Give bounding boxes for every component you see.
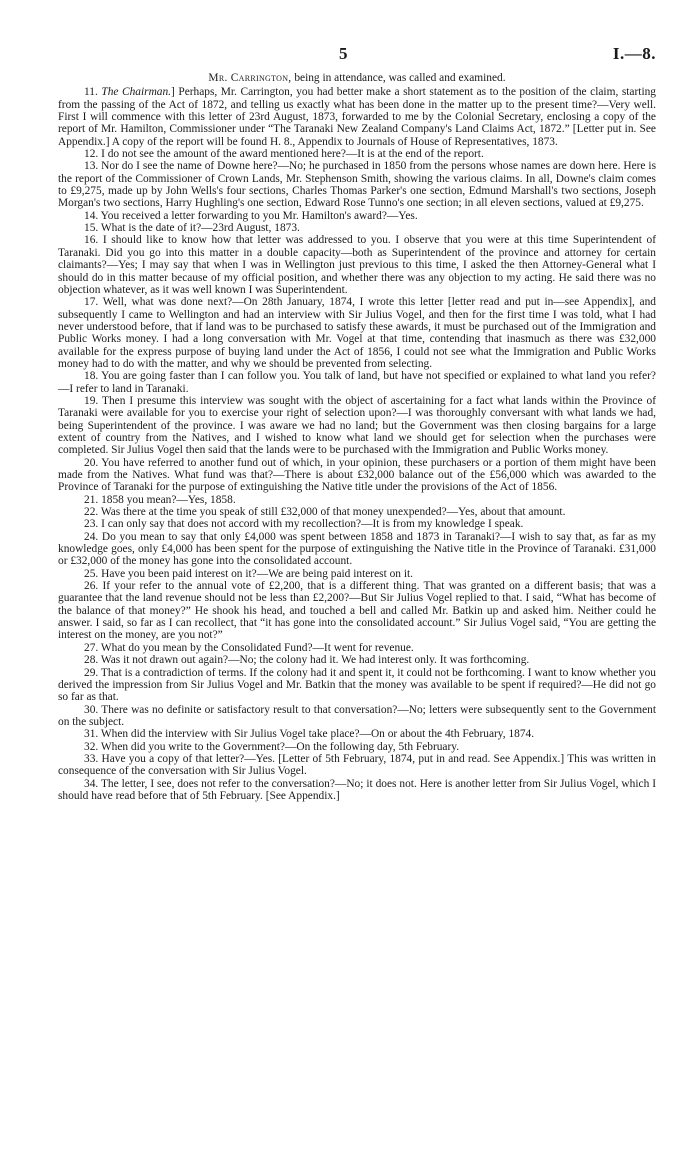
paragraph-text: Was it not drawn out again?—No; the colony had it. We had interest only. It was forthcoming.: [100, 654, 530, 667]
speaker-name: The Chairman.: [101, 86, 172, 99]
page-header: [0, 44, 700, 68]
paragraph-text: Then I presume this interview was sought with the object of ascertaining for a fact what lands within the Province of Taranaki were available for you to exercise your right of selection upon?—I was thoroughly conversant with what lands we had, being Superintendent of the province. I was aware we had no land; but the Government was then closing bargains for a large extent of country from the Natives, and I wished to know what land we should get for selection when the purchases were completed. Sir Julius Vogel then said that the lands were to be purchased with the Immigration and Public Works money.: [58, 394, 656, 457]
question-number: 31.: [84, 728, 101, 741]
witness-intro: [58, 72, 656, 84]
question-number: 21.: [84, 493, 102, 506]
question-number: 25.: [84, 567, 102, 580]
testimony-paragraph: [58, 531, 656, 568]
testimony-paragraph: [58, 494, 656, 506]
question-number: 11.: [84, 86, 102, 99]
testimony-paragraph: [58, 222, 656, 234]
testimony-paragraph: [58, 234, 656, 296]
testimony-paragraph: [58, 778, 656, 803]
testimony-paragraph: [58, 753, 656, 778]
question-number: 30.: [84, 703, 102, 716]
question-number: 13.: [84, 160, 102, 173]
testimony-paragraph: [58, 160, 656, 209]
testimony-paragraph: [58, 568, 656, 580]
page-number: 5: [339, 44, 348, 63]
testimony-paragraph: [58, 506, 656, 518]
testimony-paragraph: [58, 86, 656, 148]
question-number: 18.: [84, 370, 102, 383]
testimony-paragraph: [58, 704, 656, 729]
question-number: 15.: [84, 222, 101, 235]
paragraph-text: 1858 you mean?—Yes, 1858.: [101, 493, 236, 506]
testimony-paragraph: [58, 654, 656, 666]
paragraph-text: ] Perhaps, Mr. Carrington, you had better make a short statement as to the position of the claim, starting from the passing of the Act of 1872, and telling us exactly what has been done in the matter up to the present time?—Very well. First I will commence with this letter of 23rd August, 1873, forwarded to me by the Colonial Secretary, enclosing a copy of the report of Mr. Hamilton, Commissioner under “The Taranaki New Zealand Company's Land Claims Act, 1872.” [Letter put in. See Appendix.] A copy of the report will be found H. 8., Appendix to Journals of House of Representatives, 1873.: [58, 86, 656, 148]
question-number: 17.: [84, 296, 103, 309]
paragraph-text: I can only say that does not accord with my recollection?—It is from my knowledge I speak.: [101, 518, 524, 531]
paragraph-text: Do you mean to say that only £4,000 was spent between 1858 and 1873 in Taranaki?—I wish to say that, as far as my knowledge goes, only £4,000 has been spent for the purpose of extinguishing the Native title in the Province of Taranaki. £31,000 or £32,000 of the money has gone into the consolidated account.: [58, 530, 656, 568]
question-number: 28.: [84, 654, 101, 667]
paragraph-text: I should like to know how that letter was addressed to you. I observe that you were at this time Superintendent of Taranaki. Did you go into this matter in a double capacity—both as Superintendent of the province and attorney for certain claimants?—Yes; I may say that when I was in Wellington just previous to this time, I asked the then Attorney-General what I should do in this matter because of my official position, and whether there was any objection to my acting. He said there was no objection whatever, as it was well known I was Superintendent.: [58, 234, 656, 296]
page-body: [58, 72, 656, 802]
paragraph-text: When did the interview with Sir Julius Vogel take place?—On or about the 4th February, 1874.: [100, 728, 535, 741]
question-number: 32.: [84, 740, 101, 753]
paragraph-text: That is a contradiction of terms. If the colony had it and spent it, it could not be forthcoming. I want to know whether you derived the impression from Sir Julius Vogel and Mr. Batkin that the money was available to be spent if required?—He did not go so far as that.: [58, 666, 656, 704]
testimony-paragraph: [58, 728, 656, 740]
question-number: 19.: [84, 394, 103, 407]
testimony: [58, 86, 656, 802]
paragraph-text: If your refer to the annual vote of £2,200, that is a different thing. That was granted on a different basis; that was a guarantee that the land revenue should not be less than £2,200?—But Sir Julius Vogel replied to that. I said, “What has become of the balance of that money?” He shook his head, and touched a bell and called Mr. Batkin up and asked him. Neither could he answer. I said, so far as I can recollect, that “it has gone into the consolidated account.” Sir Julius Vogel said, “You are getting the interest on the money, are you not?”: [58, 580, 656, 642]
testimony-paragraph: [58, 457, 656, 494]
question-number: 26.: [84, 580, 103, 593]
testimony-paragraph: [58, 370, 656, 395]
testimony-paragraph: [58, 518, 656, 530]
testimony-paragraph: [58, 296, 656, 370]
question-number: 27.: [84, 641, 101, 654]
paragraph-text: I do not see the amount of the award mentioned here?—It is at the end of the report.: [101, 148, 484, 161]
witness-name: Mr. Carrington,: [208, 72, 292, 84]
question-number: 14.: [84, 209, 101, 222]
question-number: 24.: [84, 530, 102, 543]
testimony-paragraph: [58, 210, 656, 222]
paragraph-text: Well, what was done next?—On 28th January, 1874, I wrote this letter [letter read and put in—see Appendix], and subsequently I came to Wellington and had an interview with Sir Julius Vogel, and then for the first time I was told, what I had never understood before, that if land was to be purchased to satisfy these awards, it must be purchased out of the Immigration and Public Works money. I had a long conversation with Mr. Vogel at that time, contending that inasmuch as there was £32,000 available for the express purpose of buying land under the Act of 1856, I could not see what the Immigration and Public Works money had to do with the matter, and why we should be prevented from selecting.: [58, 296, 656, 370]
paragraph-text: You have referred to another fund out of which, in your opinion, these purchasers or a portion of them might have been made from the Natives. What fund was that?—There is about £32,000 balance out of the £56,000 which was awarded to the Province of Taranaki for the purpose of extinguishing the Native title under the provisions of the Act of 1856.: [58, 456, 656, 494]
witness-intro-text: being in attendance, was called and examined.: [291, 72, 506, 84]
testimony-paragraph: [58, 741, 656, 753]
testimony-paragraph: [58, 642, 656, 654]
paragraph-text: What is the date of it?—23rd August, 1873.: [100, 222, 300, 235]
testimony-paragraph: [58, 667, 656, 704]
paragraph-text: Nor do I see the name of Downe here?—No; he purchased in 1850 from the persons whose names are down here. Here is the report of the Commissioner of Crown Lands, Mr. Stephenson Smith, showing the various claims. In all, Downe's claim comes to £9,275, made up by John Wells's four sections, Charles Thomas Parker's one section, Edmund Marshall's two sections, Joseph Morgan's two sections, Harry Hughling's one section, Edward Rose Tunno's one section; in all eleven sections, valued at £9,275.: [58, 160, 656, 210]
question-number: 20.: [84, 456, 102, 469]
paragraph-text: When did you write to the Government?—On the following day, 5th February.: [100, 740, 460, 753]
paragraph-text: You are going faster than I can follow you. You talk of land, but have not specified or explained to what land you refer?—I refer to land in Taranaki.: [58, 370, 656, 395]
paragraph-text: Have you a copy of that letter?—Yes. [Letter of 5th February, 1874, put in and read. See Appendix.] This was written in consequence of the conversation with Sir Julius Vogel.: [58, 752, 656, 778]
testimony-paragraph: [58, 395, 656, 457]
question-number: 33.: [84, 752, 102, 765]
paragraph-text: Have you been paid interest on it?—We are being paid interest on it.: [101, 567, 414, 580]
testimony-paragraph: [58, 580, 656, 642]
paragraph-text: There was no definite or satisfactory result to that conversation?—No; letters were subsequently sent to the Government on the subject.: [58, 703, 656, 728]
paragraph-text: Was there at the time you speak of still £32,000 of that money unexpended?—Yes, about that amount.: [100, 506, 566, 519]
paragraph-text: What do you mean by the Consolidated Fund?—It went for revenue.: [100, 641, 414, 654]
page-reference: I.—8.: [612, 44, 656, 63]
testimony-paragraph: [58, 148, 656, 160]
question-number: 23.: [84, 518, 102, 531]
paragraph-text: The letter, I see, does not refer to the conversation?—No; it does not. Here is another letter from Sir Julius Vogel, which I should have read before that of 5th February. [See Appendix.]: [58, 777, 656, 802]
paragraph-text: You received a letter forwarding to you Mr. Hamilton's award?—Yes.: [100, 209, 418, 222]
question-number: 22.: [84, 506, 101, 519]
question-number: 12.: [84, 148, 102, 161]
question-number: 29.: [84, 666, 101, 679]
question-number: 34.: [84, 777, 101, 790]
question-number: 16.: [84, 234, 103, 247]
